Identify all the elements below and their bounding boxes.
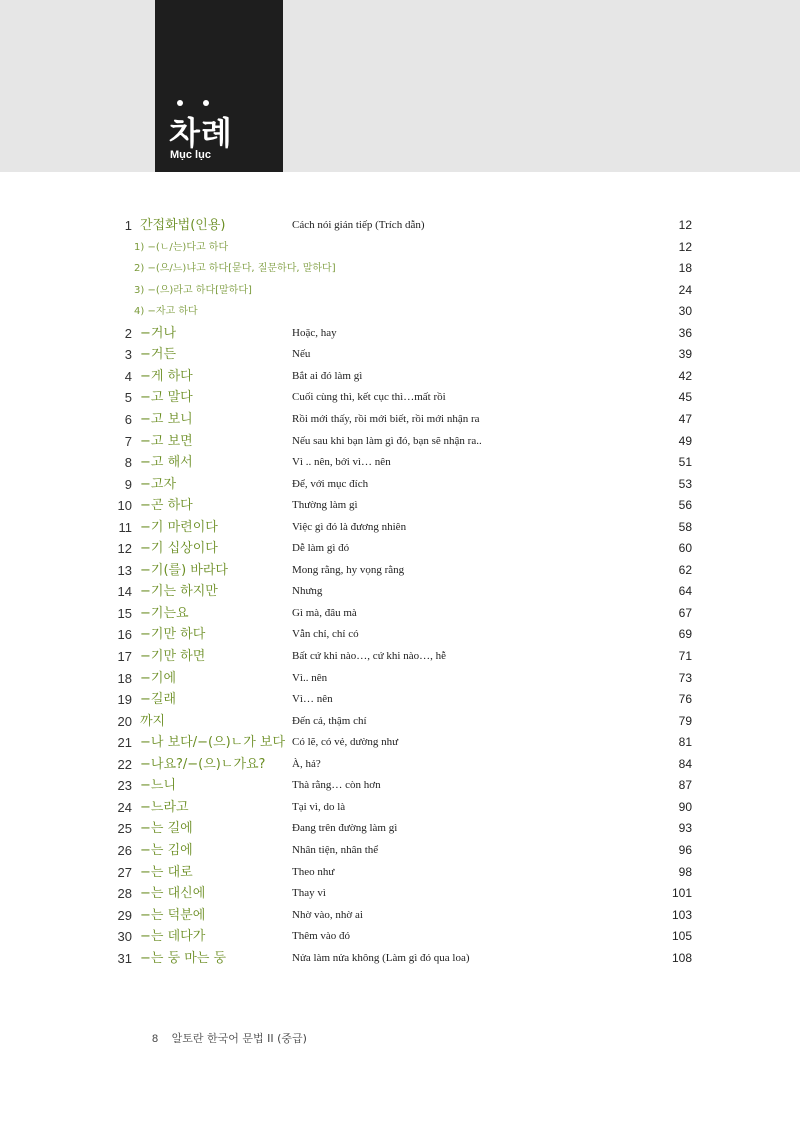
entry-grammar: −는 김에 [140, 842, 193, 858]
entry-grammar: −기는 하지만 [140, 584, 218, 600]
entry-page-number: 62 [678, 562, 692, 577]
entry-grammar: −기는요 [140, 605, 189, 621]
toc-subentry[interactable] [0, 258, 800, 279]
entry-number: 27 [117, 864, 132, 880]
entry-number: 5 [124, 390, 132, 406]
entry-meaning: Để, với mục đích [292, 477, 369, 490]
entry-meaning: Vì… nên [292, 693, 333, 706]
entry-meaning: Nửa làm nửa không (Làm gì đó qua loa) [292, 951, 470, 964]
footer-page-number: 8 [152, 1033, 159, 1045]
entry-meaning: Thay vì [292, 887, 326, 900]
entry-number: 30 [117, 929, 132, 945]
entry-page-number: 79 [678, 713, 692, 728]
entry-page-number: 58 [678, 519, 692, 534]
entry-number: 23 [117, 778, 132, 794]
entry-number: 14 [117, 584, 132, 600]
entry-meaning: Nhờ vào, nhờ ai [292, 908, 363, 921]
toc-entry[interactable] [0, 409, 800, 430]
entry-grammar: 1) −(ㄴ/는)다고 하다 [134, 241, 229, 253]
toc-entry[interactable] [0, 711, 800, 732]
entry-grammar: −곤 하다 [140, 498, 193, 514]
toc-entry[interactable] [0, 538, 800, 559]
toc-entry[interactable] [0, 905, 800, 926]
entry-meaning: Dễ làm gì đó [292, 542, 350, 555]
entry-meaning: Nhân tiện, nhân thể [292, 843, 379, 856]
entry-number: 19 [117, 692, 132, 708]
entry-grammar: −기(를) 바라다 [140, 562, 228, 578]
entry-number: 15 [117, 605, 132, 621]
toc-entry[interactable] [0, 689, 800, 710]
entry-number: 13 [117, 562, 132, 578]
entry-page-number: 45 [678, 390, 692, 405]
toc-entry[interactable] [0, 840, 800, 861]
toc-entry[interactable] [0, 495, 800, 516]
entry-number: 28 [117, 886, 132, 902]
entry-page-number: 30 [678, 304, 692, 319]
entry-meaning: Có lẽ, có vẻ, dường như [292, 736, 399, 749]
toc-entry[interactable] [0, 926, 800, 947]
toc-entry[interactable] [0, 452, 800, 473]
entry-meaning: Mong rằng, hy vọng rằng [292, 563, 405, 576]
entry-page-number: 87 [678, 778, 692, 793]
entry-meaning: Tại vì, do là [292, 800, 346, 813]
entry-grammar: 2) −(으/느)냐고 하다[묻다, 질문하다, 말하다] [134, 263, 336, 275]
entry-grammar: −고자 [140, 476, 177, 492]
toc-entry[interactable] [0, 517, 800, 538]
entry-page-number: 36 [678, 325, 692, 340]
toc-entry[interactable] [0, 387, 800, 408]
title-dots-decoration [177, 100, 217, 108]
toc-entry[interactable] [0, 474, 800, 495]
entry-meaning: Gì mà, đâu mà [292, 606, 357, 619]
entry-number: 17 [117, 649, 132, 664]
entry-number: 9 [124, 476, 132, 492]
entry-page-number: 12 [678, 239, 692, 254]
entry-grammar: −나요?/−(으)ㄴ가요? [140, 756, 266, 772]
entry-number: 8 [124, 455, 132, 471]
entry-meaning: Bất cứ khi nào…, cứ khi nào…, hễ [292, 650, 446, 662]
toc-entry[interactable] [0, 560, 800, 581]
entry-meaning: Cách nói gián tiếp (Trích dẫn) [292, 219, 425, 231]
entry-page-number: 67 [678, 605, 692, 620]
entry-page-number: 18 [678, 261, 692, 276]
entry-page-number: 42 [678, 368, 692, 383]
entry-page-number: 108 [671, 950, 692, 965]
entry-meaning: Đến cả, thậm chí [292, 714, 367, 727]
entry-grammar: −는 대신에 [140, 886, 206, 902]
entry-page-number: 49 [678, 433, 692, 448]
entry-page-number: 39 [678, 347, 692, 362]
entry-grammar: −고 말다 [140, 390, 193, 406]
entry-page-number: 81 [678, 735, 692, 750]
entry-page-number: 64 [678, 584, 692, 599]
entry-grammar: −는 대로 [140, 864, 193, 880]
entry-page-number: 56 [678, 498, 692, 513]
toc-entry[interactable] [0, 883, 800, 904]
entry-grammar: −길래 [140, 692, 177, 708]
entry-page-number: 60 [678, 541, 692, 556]
entry-number: 31 [117, 950, 132, 966]
entry-page-number: 84 [678, 756, 692, 771]
entry-meaning: Vẫn chỉ, chỉ có [292, 628, 359, 641]
toc-entry[interactable] [0, 581, 800, 602]
entry-page-number: 47 [678, 411, 692, 426]
entry-grammar: −거나 [140, 325, 177, 341]
entry-grammar: −기 십상이다 [140, 541, 218, 557]
entry-meaning: Rồi mới thấy, rồi mới biết, rồi mới nhận ra [292, 412, 480, 425]
entry-page-number: 73 [678, 670, 692, 685]
entry-grammar: −느니 [140, 778, 177, 794]
entry-number: 11 [118, 519, 132, 535]
entry-number: 16 [117, 627, 132, 643]
entry-number: 18 [117, 670, 132, 686]
header-band [0, 0, 800, 172]
entry-grammar: −기에 [140, 670, 177, 686]
entry-page-number: 90 [678, 799, 692, 814]
entry-grammar: −느라고 [140, 799, 189, 815]
entry-number: 3 [124, 347, 132, 363]
entry-page-number: 76 [678, 692, 692, 707]
entry-page-number: 53 [678, 476, 692, 491]
entry-number: 10 [117, 498, 132, 514]
entry-number: 12 [117, 541, 132, 557]
entry-number: 1 [124, 218, 132, 233]
entry-grammar: 4) −자고 하다 [134, 306, 198, 318]
entry-grammar: −기만 하다 [140, 627, 206, 643]
entry-number: 29 [117, 907, 132, 923]
entry-grammar: 간접화법(인용) [140, 218, 226, 233]
entry-meaning: Đang trên đường làm gì [292, 822, 398, 835]
entry-meaning: À, hả? [292, 757, 321, 770]
entry-meaning: Nếu sau khi bạn làm gì đó, bạn sẽ nhận ra.. [292, 434, 482, 447]
entry-grammar: −게 하다 [140, 368, 193, 384]
toc-entry[interactable] [0, 624, 800, 645]
entry-number: 25 [117, 821, 132, 837]
entry-page-number: 24 [678, 282, 692, 297]
entry-page-number: 101 [671, 886, 692, 901]
entry-number: 7 [124, 433, 132, 449]
entry-grammar: −는 데다가 [140, 929, 206, 945]
entry-grammar: −고 보면 [140, 433, 193, 449]
entry-page-number: 93 [678, 821, 692, 836]
entry-grammar: −거든 [140, 347, 177, 363]
toc-entry[interactable] [0, 323, 800, 344]
entry-meaning: Thường làm gì [292, 499, 358, 512]
entry-page-number: 69 [678, 627, 692, 642]
entry-meaning: Bắt ai đó làm gì [292, 369, 363, 382]
entry-number: 6 [124, 411, 132, 427]
entry-meaning: Vì .. nên, bởi vì… nên [292, 456, 391, 469]
toc-subentry[interactable] [0, 237, 800, 258]
footer-book-title: 알토란 한국어 문법 II (중급) [171, 1032, 307, 1045]
entry-page-number: 51 [678, 455, 692, 470]
toc-entry[interactable] [0, 431, 800, 452]
toc-entry[interactable] [0, 732, 800, 753]
page-title: 차례 [169, 114, 233, 152]
toc-subentry[interactable] [0, 280, 800, 301]
entry-meaning: Cuối cùng thì, kết cục thì…mất rồi [292, 391, 446, 404]
entry-grammar: −는 둥 마는 둥 [140, 950, 227, 966]
entry-number: 21 [117, 735, 132, 751]
entry-grammar: 까지 [140, 713, 166, 729]
entry-number: 4 [124, 368, 132, 384]
toc-entry[interactable] [0, 646, 800, 667]
entry-grammar: −는 길에 [140, 821, 193, 837]
entry-grammar: −는 덕분에 [140, 907, 206, 923]
entry-page-number: 105 [671, 929, 692, 944]
entry-page-number: 12 [678, 218, 692, 232]
entry-grammar: 3) −(으)라고 하다[말하다] [134, 284, 252, 296]
entry-meaning: Thêm vào đó [292, 930, 351, 943]
entry-page-number: 98 [678, 864, 692, 879]
entry-page-number: 96 [678, 842, 692, 857]
entry-meaning: Việc gì đó là đương nhiên [292, 520, 407, 533]
entry-page-number: 71 [678, 649, 692, 663]
toc-subentry[interactable] [0, 301, 800, 322]
entry-meaning: Nhưng [292, 585, 323, 598]
entry-number: 26 [117, 842, 132, 858]
entry-grammar: −나 보다/−(으)ㄴ가 보다 [140, 735, 286, 751]
toc-entry[interactable] [0, 668, 800, 689]
entry-meaning: Thà rằng… còn hơn [292, 779, 381, 792]
toc-entry[interactable] [0, 603, 800, 624]
entry-meaning: Vì.. nên [292, 671, 328, 684]
entry-number: 20 [117, 713, 132, 729]
entry-grammar: −기만 하면 [140, 649, 206, 664]
entry-number: 22 [117, 756, 132, 772]
toc-entry[interactable] [0, 754, 800, 775]
toc-entry[interactable] [0, 366, 800, 387]
entry-grammar: −기 마련이다 [140, 519, 218, 535]
entry-number: 24 [117, 799, 132, 815]
entry-meaning: Hoặc, hay [292, 326, 337, 339]
toc-entry[interactable] [0, 797, 800, 818]
page-footer [152, 1030, 307, 1046]
toc-entry[interactable] [0, 948, 800, 969]
entry-page-number: 103 [671, 907, 692, 922]
toc-entry[interactable] [0, 818, 800, 839]
entry-grammar: −고 보니 [140, 411, 193, 427]
page-subtitle: Mục lục [170, 149, 211, 161]
entry-meaning: Nếu [292, 348, 311, 361]
entry-grammar: −고 해서 [140, 455, 193, 471]
toc-entry[interactable] [0, 215, 800, 236]
entry-meaning: Theo như [292, 865, 335, 878]
title-block [155, 0, 283, 172]
entry-number: 2 [124, 325, 132, 341]
toc-entry[interactable] [0, 775, 800, 796]
toc-entry[interactable] [0, 344, 800, 365]
toc-entry[interactable] [0, 862, 800, 883]
